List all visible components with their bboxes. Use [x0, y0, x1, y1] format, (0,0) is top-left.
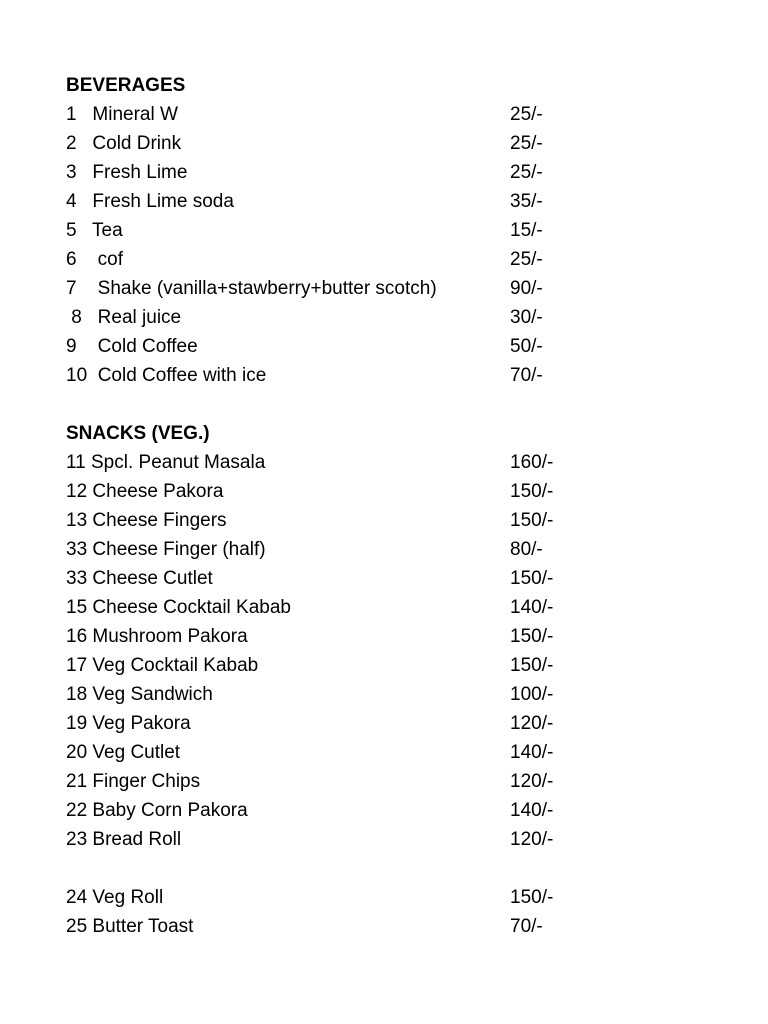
item-price: 140/-	[510, 597, 554, 618]
menu-item	[66, 506, 626, 535]
item-price: 70/-	[510, 365, 543, 386]
item-price: 25/-	[510, 104, 543, 125]
item-name: 23 Bread Roll	[66, 829, 182, 850]
menu-item	[66, 535, 626, 564]
item-name: 3 Fresh Lime	[66, 162, 188, 183]
item-price: 150/-	[510, 887, 554, 908]
item-name: 25 Butter Toast	[66, 916, 194, 937]
item-price: 150/-	[510, 481, 554, 502]
menu-item	[66, 680, 626, 709]
item-name: 17 Veg Cocktail Kabab	[66, 655, 259, 676]
item-price: 150/-	[510, 655, 554, 676]
item-price: 120/-	[510, 771, 554, 792]
menu-item	[66, 216, 626, 245]
menu-item	[66, 709, 626, 738]
menu-item	[66, 564, 626, 593]
menu-item	[66, 274, 626, 303]
menu-item	[66, 100, 626, 129]
item-name: 12 Cheese Pakora	[66, 481, 224, 502]
item-price: 150/-	[510, 626, 554, 647]
item-price: 140/-	[510, 742, 554, 763]
menu-item	[66, 129, 626, 158]
item-price: 35/-	[510, 191, 543, 212]
menu-item	[66, 245, 626, 274]
item-name: 20 Veg Cutlet	[66, 742, 181, 763]
item-price: 120/-	[510, 829, 554, 850]
item-name: 1 Mineral W	[66, 104, 178, 125]
item-price: 160/-	[510, 452, 554, 473]
menu-list	[66, 71, 626, 941]
section-spacer	[66, 390, 626, 419]
item-price: 50/-	[510, 336, 543, 357]
menu-item	[66, 796, 626, 825]
menu-item	[66, 361, 626, 390]
item-name: 11 Spcl. Peanut Masala	[66, 452, 266, 473]
item-name: 8 Real juice	[66, 307, 182, 328]
menu-item	[66, 912, 626, 941]
item-price: 30/-	[510, 307, 543, 328]
item-price: 25/-	[510, 249, 543, 270]
item-name: 5 Tea	[66, 220, 123, 241]
section-title-beverages: BEVERAGES	[66, 75, 186, 96]
menu-item	[66, 477, 626, 506]
item-price: 140/-	[510, 800, 554, 821]
item-name: 33 Cheese Cutlet	[66, 568, 213, 589]
menu-item	[66, 738, 626, 767]
item-name: 18 Veg Sandwich	[66, 684, 213, 705]
menu-item	[66, 332, 626, 361]
menu-item	[66, 158, 626, 187]
item-price: 25/-	[510, 133, 543, 154]
item-price: 150/-	[510, 510, 554, 531]
item-price: 90/-	[510, 278, 543, 299]
menu-item	[66, 303, 626, 332]
item-price: 150/-	[510, 568, 554, 589]
item-name: 13 Cheese Fingers	[66, 510, 227, 531]
section-spacer	[66, 854, 626, 883]
item-name: 22 Baby Corn Pakora	[66, 800, 248, 821]
menu-item	[66, 883, 626, 912]
item-name: 19 Veg Pakora	[66, 713, 191, 734]
item-price: 80/-	[510, 539, 543, 560]
item-price: 70/-	[510, 916, 543, 937]
item-name: 15 Cheese Cocktail Kabab	[66, 597, 291, 618]
section-title-snacks: SNACKS (VEG.)	[66, 423, 210, 444]
item-name: 4 Fresh Lime soda	[66, 191, 234, 212]
menu-item	[66, 622, 626, 651]
menu-item	[66, 767, 626, 796]
menu-item	[66, 593, 626, 622]
item-price: 15/-	[510, 220, 543, 241]
item-name: 10 Cold Coffee with ice	[66, 365, 267, 386]
item-name: 16 Mushroom Pakora	[66, 626, 248, 647]
item-name: 6 cof	[66, 249, 124, 270]
item-name: 24 Veg Roll	[66, 887, 164, 908]
item-price: 25/-	[510, 162, 543, 183]
item-price: 100/-	[510, 684, 554, 705]
item-name: 33 Cheese Finger (half)	[66, 539, 266, 560]
item-name: 2 Cold Drink	[66, 133, 182, 154]
item-name: 7 Shake (vanilla+stawberry+butter scotch)	[66, 278, 437, 299]
menu-item	[66, 651, 626, 680]
item-name: 21 Finger Chips	[66, 771, 201, 792]
menu-item	[66, 448, 626, 477]
item-name: 9 Cold Coffee	[66, 336, 198, 357]
menu-item	[66, 187, 626, 216]
item-price: 120/-	[510, 713, 554, 734]
menu-item	[66, 825, 626, 854]
